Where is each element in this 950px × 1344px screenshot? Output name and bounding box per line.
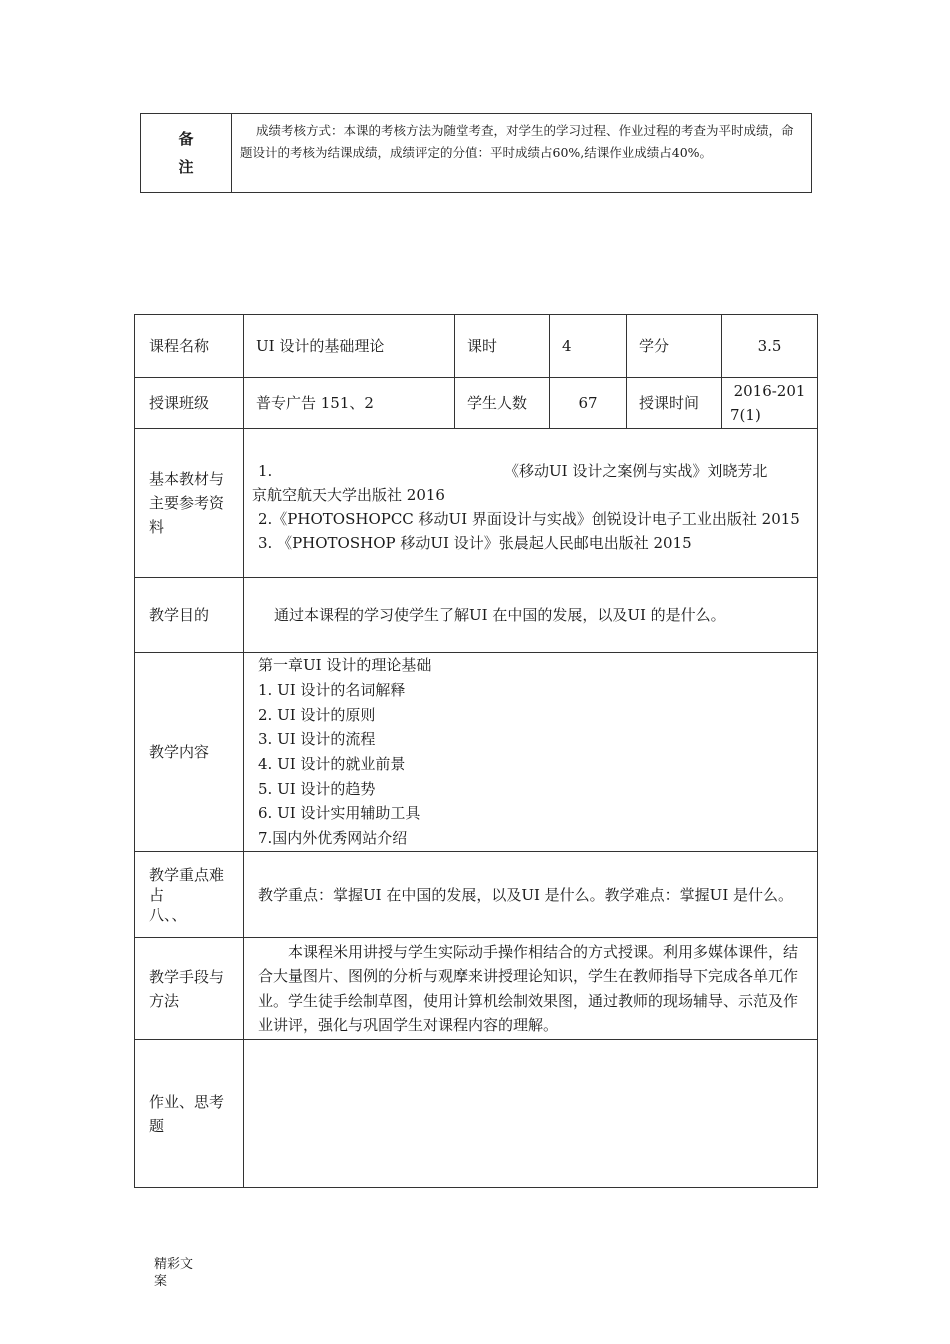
content-label: 教学内容	[135, 653, 244, 852]
book-3: 3. 《PHOTOSHOP 移动UI 设计》张晨起人民邮电出版社 2015	[258, 534, 692, 552]
note-label	[141, 114, 232, 193]
key-label-line1: 教学重点难	[149, 865, 225, 884]
homework-value	[244, 1040, 818, 1188]
footer-watermark	[154, 1256, 204, 1290]
row-homework	[135, 1040, 818, 1188]
book-1-title: 《移动UI 设计之案例与实战》刘晓芳北	[504, 462, 768, 480]
row-key-points	[135, 852, 818, 938]
note-label-line1: 备	[178, 130, 194, 148]
content-item: 2. UI 设计的原则	[258, 705, 376, 724]
content-item: 1. UI 设计的名词解释	[258, 680, 406, 699]
row-method	[135, 938, 818, 1040]
row-course-name	[135, 315, 818, 378]
book-2: 2.《PHOTOSHOPCC 移动UI 界面设计与实战》创锐设计电子工业出版社 2015	[258, 510, 800, 528]
books-value	[244, 429, 818, 578]
time-value-line2: 7(1)	[730, 406, 761, 424]
method-label	[135, 938, 244, 1040]
book-1-number: 1.	[258, 462, 273, 480]
content-item: 4. UI 设计的就业前景	[258, 755, 406, 773]
footer-line1: 精彩文	[154, 1257, 194, 1272]
hours-value: 4	[550, 315, 627, 378]
key-value: 教学重点：掌握UI 在中国的发展，以及UI 是什么。教学难点：掌握UI 是什么。	[244, 852, 818, 938]
note-label-line2: 注	[178, 158, 194, 176]
books-label-line2: 主要参考资	[149, 494, 225, 512]
time-value	[722, 378, 818, 429]
content-chapter: 第一章UI 设计的理论基础	[258, 656, 432, 675]
note-table	[140, 113, 812, 193]
class-label: 授课班级	[135, 378, 244, 429]
homework-label-line2: 题	[149, 1116, 165, 1135]
time-label: 授课时间	[627, 378, 722, 429]
course-name-value: UI 设计的基础理论	[244, 315, 455, 378]
books-label-line3: 料	[149, 518, 165, 536]
homework-label	[135, 1040, 244, 1188]
row-goal	[135, 578, 818, 653]
goal-value: 通过本课程的学习使学生了解UI 在中国的发展，以及UI 的是什么。	[244, 578, 818, 653]
book-1-line	[252, 459, 817, 483]
credit-label: 学分	[627, 315, 722, 378]
row-content	[135, 653, 818, 852]
hours-label: 课时	[455, 315, 550, 378]
students-value: 67	[550, 378, 627, 429]
note-text: 成绩考核方式：本课的考核方法为随堂考查，对学生的学习过程、作业过程的考查为平时成绩，命题设计的考核为结课成绩，成绩评定的分值：平时成绩占60%,结课作业成绩占40%。	[232, 114, 812, 193]
books-label	[135, 429, 244, 578]
content-item: 5. UI 设计的趋势	[258, 779, 376, 798]
homework-label-line1: 作业、思考	[149, 1092, 225, 1111]
class-value: 普专广告 151、2	[244, 378, 455, 429]
method-value: 本课程米用讲授与学生实际动手操作相结合的方式授课。利用多媒体课件，结合大量图片、图例的分析与观摩来讲授理论知识，学生在教师指导下完成各单兀作业。学生徒手绘制草图，使用计算机绘制效果图，通过教师的现场辅导、示范及作业讲评，强化与巩固学生对课程内容的理解。	[244, 938, 818, 1040]
credit-value: 3.5	[722, 315, 818, 378]
row-books	[135, 429, 818, 578]
key-label	[135, 852, 244, 938]
course-table	[134, 314, 818, 1188]
key-label-line3: 八、、	[149, 905, 187, 924]
course-name-label: 课程名称	[135, 315, 244, 378]
content-item: 6. UI 设计实用辅助工具	[258, 804, 421, 823]
content-item: 7.国内外优秀网站介绍	[258, 829, 408, 848]
key-label-line2: 占	[149, 885, 165, 904]
time-value-line1: 2016-201	[733, 382, 806, 400]
method-label-line1: 教学手段与	[149, 967, 225, 986]
content-value	[244, 653, 818, 852]
book-1-publisher: 京航空航天大学出版社 2016	[252, 486, 445, 504]
method-label-line2: 方法	[149, 991, 180, 1010]
row-class	[135, 378, 818, 429]
footer-line2: 案	[154, 1274, 168, 1289]
students-label: 学生人数	[455, 378, 550, 429]
content-item: 3. UI 设计的流程	[258, 730, 376, 749]
goal-label: 教学目的	[135, 578, 244, 653]
books-label-line1: 基本教材与	[149, 470, 225, 488]
